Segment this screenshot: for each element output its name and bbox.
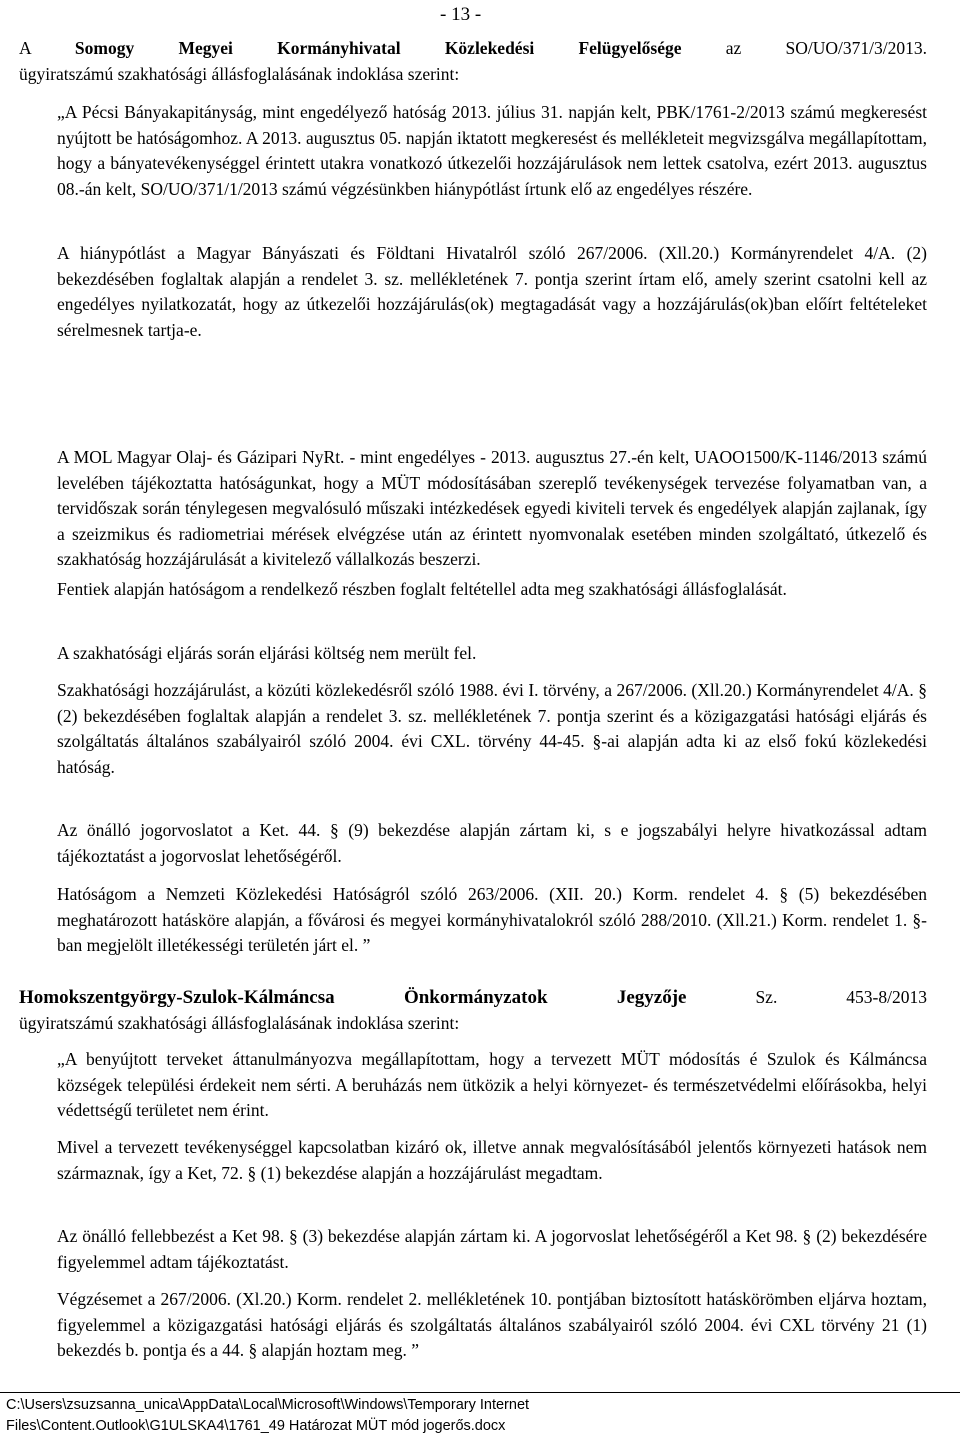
quote-1-block-2 xyxy=(57,241,927,343)
quote-2-block-3 xyxy=(57,1224,927,1275)
quote-1-block-3 xyxy=(57,445,927,573)
quote-1-p6: Szakhatósági hozzájárulást, a közúti közlekedésről szóló 1988. évi I. törvény, a 267/2006. (Xll.20.) Kormányrendelet 4/A. § (2) bekezdésében foglaltak alapján a rendelet 3. sz. mellékletének 7. pontja szerint és a közigazgatási hatósági eljárás és szolgáltatás általános szabályairól szóló 2004. évi CXL. törvény 44-45. §-ai alapján adta ki az első fokú közlekedési hatóság. xyxy=(57,680,927,777)
footer-path-line-1: C:\Users\zsuzsanna_unica\AppData\Local\Microsoft\Windows\Temporary Internet xyxy=(6,1397,530,1413)
header-1-line-1 xyxy=(19,36,927,62)
quote-1-block-5 xyxy=(57,641,927,667)
header-1-az: az xyxy=(725,38,742,58)
quote-2-p4: Végzésemet a 267/2006. (Xl.20.) Korm. rendelet 2. mellékletének 10. pontjában biztosított hatáskörömben eljárva hoztam, figyelemmel a közigazgatási hatósági eljárás és szolgáltatás általános szabályairól szóló 2004. évi CXL törvény 21 (1) bekezdés b. pontja és a 44. § alapján hoztam meg. ” xyxy=(57,1289,927,1360)
quote-2-block-4 xyxy=(57,1287,927,1364)
quote-1-p5: A szakhatósági eljárás során eljárási költség nem merült fel. xyxy=(57,643,477,663)
quote-2-block-2 xyxy=(57,1135,927,1186)
footer-path-line-2: Files\Content.Outlook\G1ULSKA4\1761_49 Határozat MÜT mód jogerős.docx xyxy=(6,1418,506,1434)
footer-file-path xyxy=(6,1395,946,1437)
quote-2-p2: Mivel a tervezett tevékenységgel kapcsolatban kizáró ok, illetve annak megvalósításából jelentős környezeti hatások nem származnak, így a Ket, 72. § (1) bekezdése alapján a hozzájárulást megadtam. xyxy=(57,1137,927,1183)
quote-1-block-6 xyxy=(57,678,927,780)
quote-1 xyxy=(57,100,927,202)
quote-1-p7: Az önálló jogorvoslatot a Ket. 44. § (9) bekezdése alapján zártam ki, s e jogszabályi helyre hivatkozással adtam tájékoztatást a jogorvoslat lehetőségéről. xyxy=(57,820,927,866)
quote-2-p1: „A benyújtott terveket áttanulmányozva megállapítottam, hogy a tervezett MÜT módosítás é Szulok és Kálmáncsa községek települési érdekeit nem sérti. A beruházás nem ütközik a helyi környezet- és természetvédelmi előírásokba, helyi védettségű területet nem érint. xyxy=(57,1049,927,1120)
quote-1-p2: A hiánypótlást a Magyar Bányászati és Földtani Hivatalról szóló 267/2006. (Xll.20.) Kormányrendelet 4/A. (2) bekezdésében foglaltak alapján a rendelet 3. sz. mellékletének 7. pontja szerint írtam elő, amely szerint csatolni kell az engedélyes nyilatkozatát, hogy az útkezelői hozzájárulás(ok) megtagadását vagy a hozzájárulás(ok)ban előírt feltételeket sérelmesnek tartja-e. xyxy=(57,243,927,340)
section-header-1 xyxy=(19,36,927,87)
quote-1-p4: Fentiek alapján hatóságom a rendelkező részben foglalt feltétellel adta meg szakhatósági állásfoglalását. xyxy=(57,579,787,599)
header-1-line-2: ügyiratszámú szakhatósági állásfoglalásának indoklása szerint: xyxy=(19,63,460,84)
header-2-ref: Sz. 453-8/2013 xyxy=(755,987,927,1007)
section-header-2 xyxy=(19,985,927,1036)
header-1-ref: SO/UO/371/3/2013. xyxy=(785,38,928,58)
quote-2-p3: Az önálló fellebbezést a Ket 98. § (3) bekezdése alapján zártam ki. A jogorvoslat lehetőségéről a Ket 98. § (2) bekezdésére figyelemmel adtam tájékoztatást. xyxy=(57,1226,927,1272)
header-1-a: A xyxy=(19,38,31,58)
quote-1-p3: A MOL Magyar Olaj- és Gázipari NyRt. - mint engedélyes - 2013. augusztus 27.-én kelt, UAOO1500/K-1146/2013 számú levelében tájékoztatta hatóságunkat, hogy a MÜT módosításában szereplő tevékenységek tervezése folyamatban van, a tervidőszak során ténylegesen megvalósuló műszaki intézkedések egyedi kiviteli tervek és engedélyek alapján zajlanak, így a szeizmikus és radiometriai mérések elvégzése után az érintett nyomvonalak esetében minden szolgáltató, útkezelő és szakhatóság hozzájárulását a kivitelező vállalkozás beszerzi. xyxy=(57,447,927,569)
quote-2 xyxy=(57,1047,927,1124)
header-2-authority: Homokszentgyörgy-Szulok-Kálmáncsa Önkormányzatok Jegyzője xyxy=(19,987,687,1008)
header-1-authority: Somogy Megyei Kormányhivatal Közlekedési Felügyelősége xyxy=(74,38,682,58)
quote-1-block-8 xyxy=(57,882,927,959)
footer xyxy=(0,1392,960,1434)
quote-1-block-7 xyxy=(57,818,927,869)
header-2-line-1 xyxy=(19,985,927,1011)
quote-1-block-4 xyxy=(57,577,927,603)
quote-1-p8: Hatóságom a Nemzeti Közlekedési Hatóságról szóló 263/2006. (XII. 20.) Korm. rendelet 4. § (5) bekezdésében meghatározott hatásköre alapján, a fővárosi és megyei kormányhivatalokról szóló 288/2010. (Xll.21.) Korm. rendelet 1. §-ban megjelölt illetékességi területén járt el. ” xyxy=(57,884,927,955)
page-number: - 13 - xyxy=(440,4,482,25)
quote-1-p1: „A Pécsi Bányakapitányság, mint engedélyező hatóság 2013. július 31. napján kelt, PBK/1761-2/2013 számú megkeresést nyújtott be hatóságomhoz. A 2013. augusztus 05. napján iktatott megkeresést és mellékleteit megvizsgálva megállapítottam, hogy a bányatevékenységgel érintett utakra vonatkozó útkezelői hozzájárulások nem lettek csatolva, ezért 2013. augusztus 08.-án kelt, SO/UO/371/1/2013 számú végzésünkben hiánypótlást írtunk elő az engedélyes részére. xyxy=(57,102,927,199)
header-2-line-2: ügyiratszámú szakhatósági állásfoglalásának indoklása szerint: xyxy=(19,1012,460,1033)
